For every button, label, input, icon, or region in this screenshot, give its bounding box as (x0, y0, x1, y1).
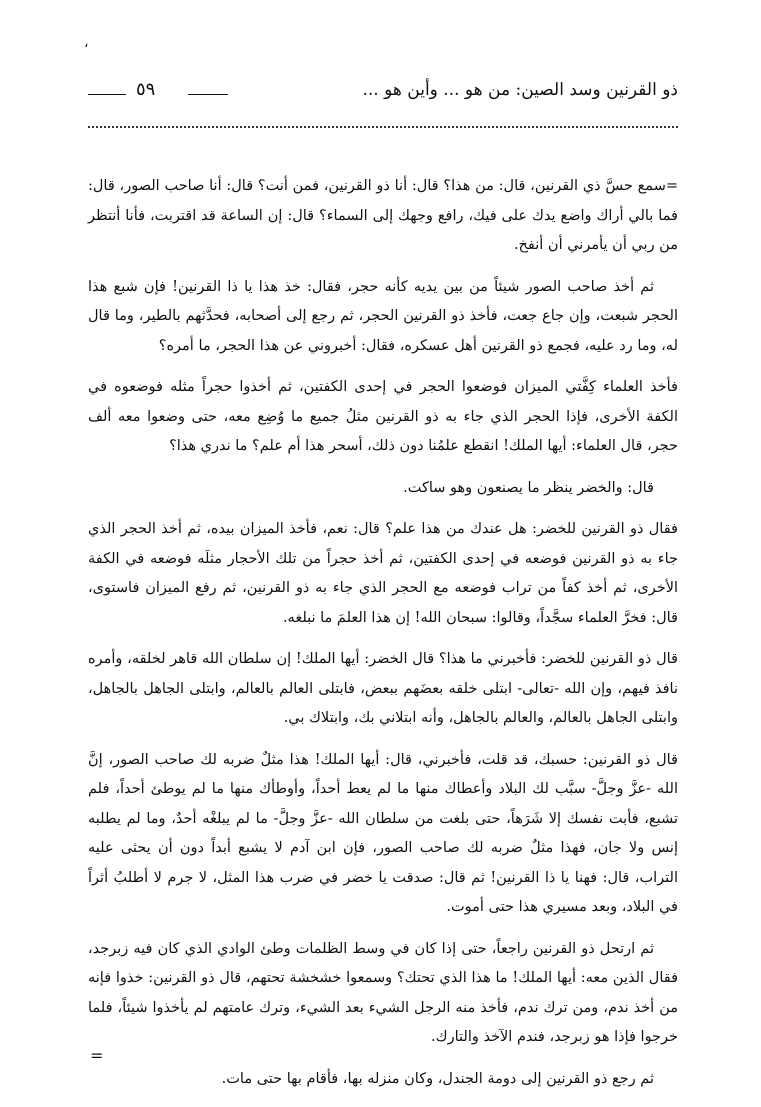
dotted-separator (88, 126, 678, 128)
paragraph: ثم أخذ صاحب الصور شيئاً من بين يديه كأنه حجر، فقال: خذ هذا يا ذا القرنين! فإن شبع هذا الحجر شبعت، وإن جاع جعت، فأخذ ذو القرنين الحجر، ثم رجع إلى أصحابه، فحدَّثهم بالطير، وما قال له، وما رد عليه، فجمع ذو القرنين أهل عسكره، فقال: أخبروني عن هذا الحجر، ما أمره؟ (88, 278, 678, 354)
paragraph: فقال ذو القرنين للخضر: هل عندك من هذا علم؟ قال: نعم، فأخذ الميزان بيده، ثم أخذ الحجر الذي جاء به ذو القرنين فوضعه في إحدى الكفتين، ثم أخذ حجراً من تلك الأحجار مثلَه فوضعه في الكفة الأخرى، ثم أخذ كفاً من تراب فوضعه مع الحجر الذي جاء به ذو القرنين، ثم رفع الميزان فاستوى، قال: فخرَّ العلماء سجَّداً، وقالوا: سبحان الله! إن هذا العلمَ ما نبلغه. (88, 521, 678, 626)
paragraph: =سمع حسَّ ذي القرنين، قال: من هذا؟ قال: أنا ذو القرنين، فمن أنت؟ قال: أنا صاحب الصور، قال: فما بالي أراك واضع يدك على فيك، رافع وجهك إلى السماء؟ قال: إن الساعة قد اقتربت، فأنا أنتظر من ربي أن يأمرني أن أنفخ. (88, 178, 678, 253)
page-number: ٥٩ (136, 79, 156, 100)
paragraph: ثم رجع ذو القرنين إلى دومة الجندل، وكان منزله بها، فأقام بها حتى مات. (221, 1070, 654, 1087)
paragraph: قال: والخضر ينظر ما يصنعون وهو ساكت. (403, 479, 654, 496)
main-text (88, 172, 678, 1106)
top-mark: ، (84, 35, 89, 51)
paragraph: قال ذو القرنين للخضر: فأخبرني ما هذا؟ قال الخضر: أيها الملك! إن سلطان الله قاهر لخلقه، وأمره نافذ فيهم، وإن الله -تعالى- ابتلى خلقه بعضَهم ببعض، فابتلى العالم بالعالم، وابتلى الجاهل بالجاهل، وابتلى الجاهل بالعالم، والعالم بالجاهل، وأنه ابتلاني بك، وابتلاك بي. (88, 651, 678, 726)
running-title: ذو القرنين وسد الصين: من هو ... وأين هو ... (362, 80, 678, 100)
header-dash-right (188, 94, 228, 95)
running-header (88, 76, 678, 108)
paragraph: فأخذ العلماء كِفَّتي الميزان فوضعوا الحجر في إحدى الكفتين، ثم أخذوا حجراً مثله فوضعوه في الكفة الأخرى، فإذا الحجر الذي جاء به ذو القرنين مثلُ جميع ما وُضِع معه، حتى وضعوا معه ألف حجر، قال العلماء: أيها الملك! انقطع علمُنا دون ذلك، أسحر هذا أم علم؟ ما ندري هذا؟ (88, 379, 678, 454)
header-dash-left (88, 94, 126, 95)
continuation-mark: = (90, 1046, 104, 1065)
paragraph: ثم ارتحل ذو القرنين راجعاً، حتى إذا كان في وسط الظلمات وطئ الوادي الذي كان فيه زبرجد، فقال الذين معه: أيها الملك! ما هذا الذي تحتك؟ وسمعوا خشخشة تحتهم، قال ذو القرنين: خذوا فإنه من أخذ ندم، ومن ترك ندم، فأخذ منه الرجل الشيء بعد الشيء، وترك عامتهم لم يأخذوا شيئاً، فلما خرجوا فإذا هو زبرجد، فندم الآخذ والتارك. (88, 940, 678, 1045)
paragraph: قال ذو القرنين: حسبك، قد قلت، فأخبرني، قال: أيها الملك! هذا مثلٌ ضربه لك صاحب الصور، إنَّ الله -عزَّ وجلَّ- سبَّب لك البلاد وأعطاك منها ما لم يعط أحداً، وأوطأك منها ما لم يوطئ أحداً، فلم تشبع، فأبت نفسك إلا شَرَهاً، حتى بلغت من سلطان الله -عزَّ وجلَّ- ما لم يبلغْه أحدٌ، وما لم يطلبه إنس ولا جان، فهذا مثلٌ ضربه لك صاحب الصور، فإن ابن آدم لا يشبع أبداً دون أن يحثى عليه التراب، قال: فهنا يا ذا القرنين! ثم قال: صدقت يا خضر في ضرب هذا المثل، لا جرم لا أطلبُ أثراً في البلاد، وبعد مسيري هذا حتى أموت. (88, 751, 678, 915)
